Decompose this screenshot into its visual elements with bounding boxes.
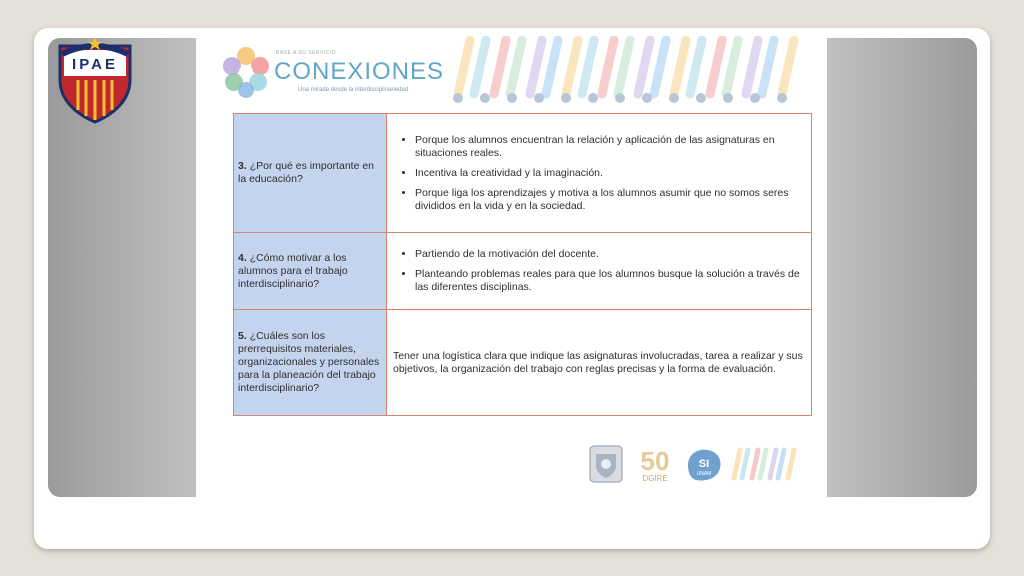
table-row [234,310,812,416]
answer-list [393,248,805,294]
answer-cell [387,114,812,233]
question-number: 3. [238,160,247,172]
answer-cell [387,233,812,310]
si-unam-logo [684,446,724,484]
decorative-stripes [448,36,810,108]
table-row [234,114,812,233]
table-row [234,233,812,310]
question-number: 4. [238,251,247,264]
question-text: ¿Por qué es importante en la educación? [238,160,375,185]
question-cell [234,310,387,416]
conexiones-logo-icon [218,44,274,100]
brand-subtitle: Una mirada desde la interdisciplinariedad [298,87,409,93]
unam-seal-icon [588,444,624,484]
question-cell [234,233,387,310]
answer-item: • Incentiva la creatividad y la imaginación. [415,167,805,180]
question-text: ¿Cómo motivar a los alumnos para el trabajo interdisciplinario? [238,251,348,290]
answer-item: • Partiendo de la motivación del docente. [415,248,805,261]
brand-title: CONEXIONES [274,58,445,85]
answer-item: • Porque los alumnos encuentran la relación y aplicación de las asignaturas en situaciones reales. [415,134,805,160]
ipae-logo-text: IPAE [72,56,118,73]
answer-item: • Planteando problemas reales para que los alumnos busque la solución a través de las diferentes disciplinas. [415,268,805,294]
question-cell [234,114,387,233]
dgire-text: DGIRE [642,474,668,483]
ipae-logo [56,36,134,124]
si-text: SI [698,458,710,470]
dgire-50-text: 50 [640,446,670,476]
question-text: ¿Cuáles son los prerrequisitos materiales, organizacionales y personales para la planeación del trabajo interdisciplinario? [238,330,380,394]
answer-cell [387,310,812,416]
dgire-50-logo [632,444,678,484]
questions-table [233,113,812,416]
answer-list [393,134,805,213]
brand-tagline-top: BASE A SU SERVICIO [276,50,337,56]
decorative-stripes-small [730,446,802,482]
answer-item: • Porque liga los aprendizajes y motiva a los alumnos asumir que no somos seres divididos en la vida y en la sociedad. [415,187,805,213]
si-unam-text: UNAM [696,471,712,477]
question-number: 5. [238,330,247,342]
answer-paragraph: Tener una logística clara que indique las asignaturas involucradas, tarea a realizar y sus objetivos, la organización del trabajo con reglas precisas y la forma de evaluación. [393,349,803,375]
